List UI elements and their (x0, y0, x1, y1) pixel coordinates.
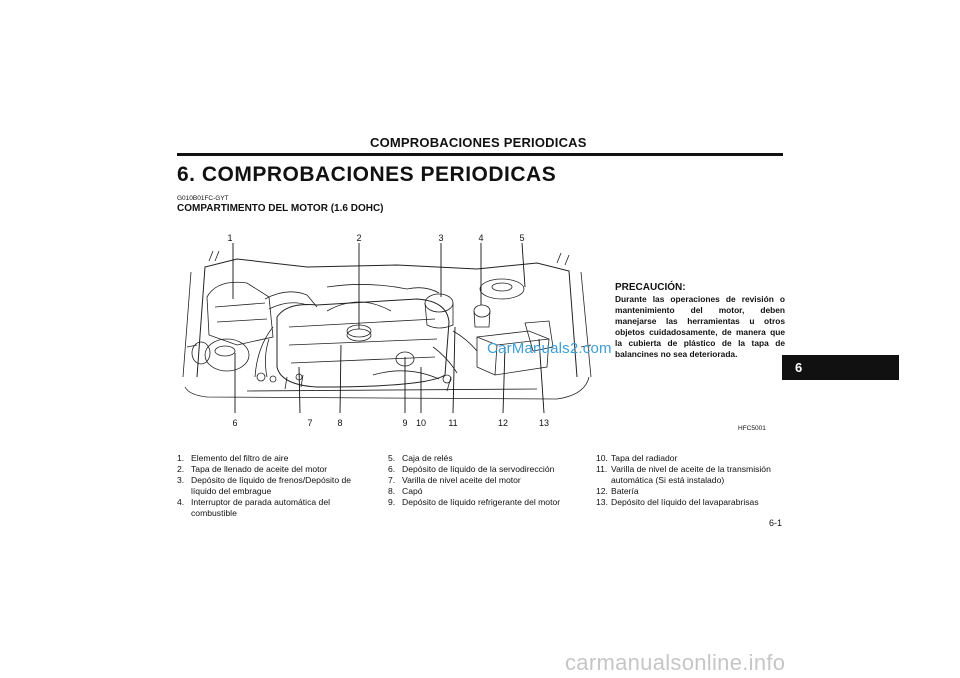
list-item (388, 453, 588, 464)
item-text: Caja de relés (402, 453, 453, 463)
list-item (598, 486, 788, 497)
figure-label: 4 (478, 233, 484, 243)
legend-column-2 (388, 453, 588, 508)
item-text: Tapa del radiador (611, 453, 678, 463)
figure-label: 1 (227, 233, 233, 243)
item-number: 1. (177, 453, 185, 463)
list-item (388, 464, 588, 475)
item-text: Elemento del filtro de aire (191, 453, 289, 463)
list-item (598, 453, 788, 464)
item-text: Varilla de nivel aceite del motor (402, 475, 521, 485)
footer-watermark-link[interactable]: carmanualsonline.info (565, 650, 786, 675)
list-item (177, 475, 377, 497)
list-item (388, 486, 588, 497)
figure-label: 5 (519, 233, 525, 243)
item-number: 12. (596, 486, 608, 496)
chapter-title: 6. COMPROBACIONES PERIODICAS (177, 163, 557, 186)
list-item (598, 464, 788, 486)
legend-column-1 (177, 453, 377, 519)
section-title: COMPARTIMENTO DEL MOTOR (1.6 DOHC) (177, 203, 384, 214)
list-item (177, 453, 377, 464)
item-number: 6. (388, 464, 396, 474)
watermark-link[interactable]: CarManuals2.com (487, 340, 612, 357)
item-text: Tapa de llenado de aceite del motor (191, 464, 328, 474)
list-item (388, 497, 588, 508)
chapter-tab-number: 6 (795, 360, 803, 375)
item-number: 4. (177, 497, 185, 507)
list-item (598, 497, 788, 508)
item-number: 3. (177, 475, 185, 485)
figure-label: 13 (538, 418, 550, 428)
item-text: Depósito de líquido de frenos/Depósito de líquido del embrague (191, 475, 352, 496)
list-item (388, 475, 588, 486)
item-text: Batería (611, 486, 639, 496)
item-number: 13. (596, 497, 608, 507)
item-number: 5. (388, 453, 396, 463)
figure-label: 8 (337, 418, 343, 428)
figure-label: 12 (497, 418, 509, 428)
caution-text: Durante las operaciones de revisión o mantenimiento del motor, deben manejarse las herramientas u otros objetos cuidadosamente, de manera que la cubierta de plástico de la tapa de balancines no sea deteriorada. (615, 294, 785, 359)
list-item (177, 497, 377, 519)
figure-label: 10 (415, 418, 427, 428)
item-text: Interruptor de parada automática del combustible (191, 497, 331, 518)
item-number: 10. (596, 453, 608, 463)
running-header: COMPROBACIONES PERIODICAS (370, 135, 587, 150)
item-number: 8. (388, 486, 396, 496)
item-number: 2. (177, 464, 185, 474)
engine-compartment-figure (177, 227, 597, 437)
list-item (177, 464, 377, 475)
page-number: 6-1 (769, 518, 783, 528)
header-rule (177, 153, 783, 156)
chapter-tab (782, 355, 899, 380)
item-text: Depósito de líquido de la servodirección (402, 464, 555, 474)
item-text: Depósito del líquido del lavaparabrisas (611, 497, 759, 507)
figure-label: 6 (232, 418, 238, 428)
item-text: Capó (402, 486, 423, 496)
caution-box (615, 282, 785, 360)
caution-title: PRECAUCIÓN: (615, 282, 686, 293)
figure-label: 7 (307, 418, 313, 428)
figure-label: 11 (448, 418, 458, 428)
item-number: 9. (388, 497, 396, 507)
section-code: G010B01FC-GYT (177, 195, 229, 202)
item-text: Varilla de nivel de aceite de la transmisión automática (Si está instalado) (611, 464, 771, 485)
figure-label: 2 (356, 233, 362, 243)
item-number: 11. (596, 464, 608, 474)
figure-label: 3 (438, 233, 444, 243)
figure-label: 9 (402, 418, 408, 428)
legend-column-3 (598, 453, 788, 508)
figure-code: HFC5001 (738, 425, 766, 432)
item-number: 7. (388, 475, 396, 485)
item-text: Depósito de líquido refrigerante del motor (402, 497, 561, 507)
